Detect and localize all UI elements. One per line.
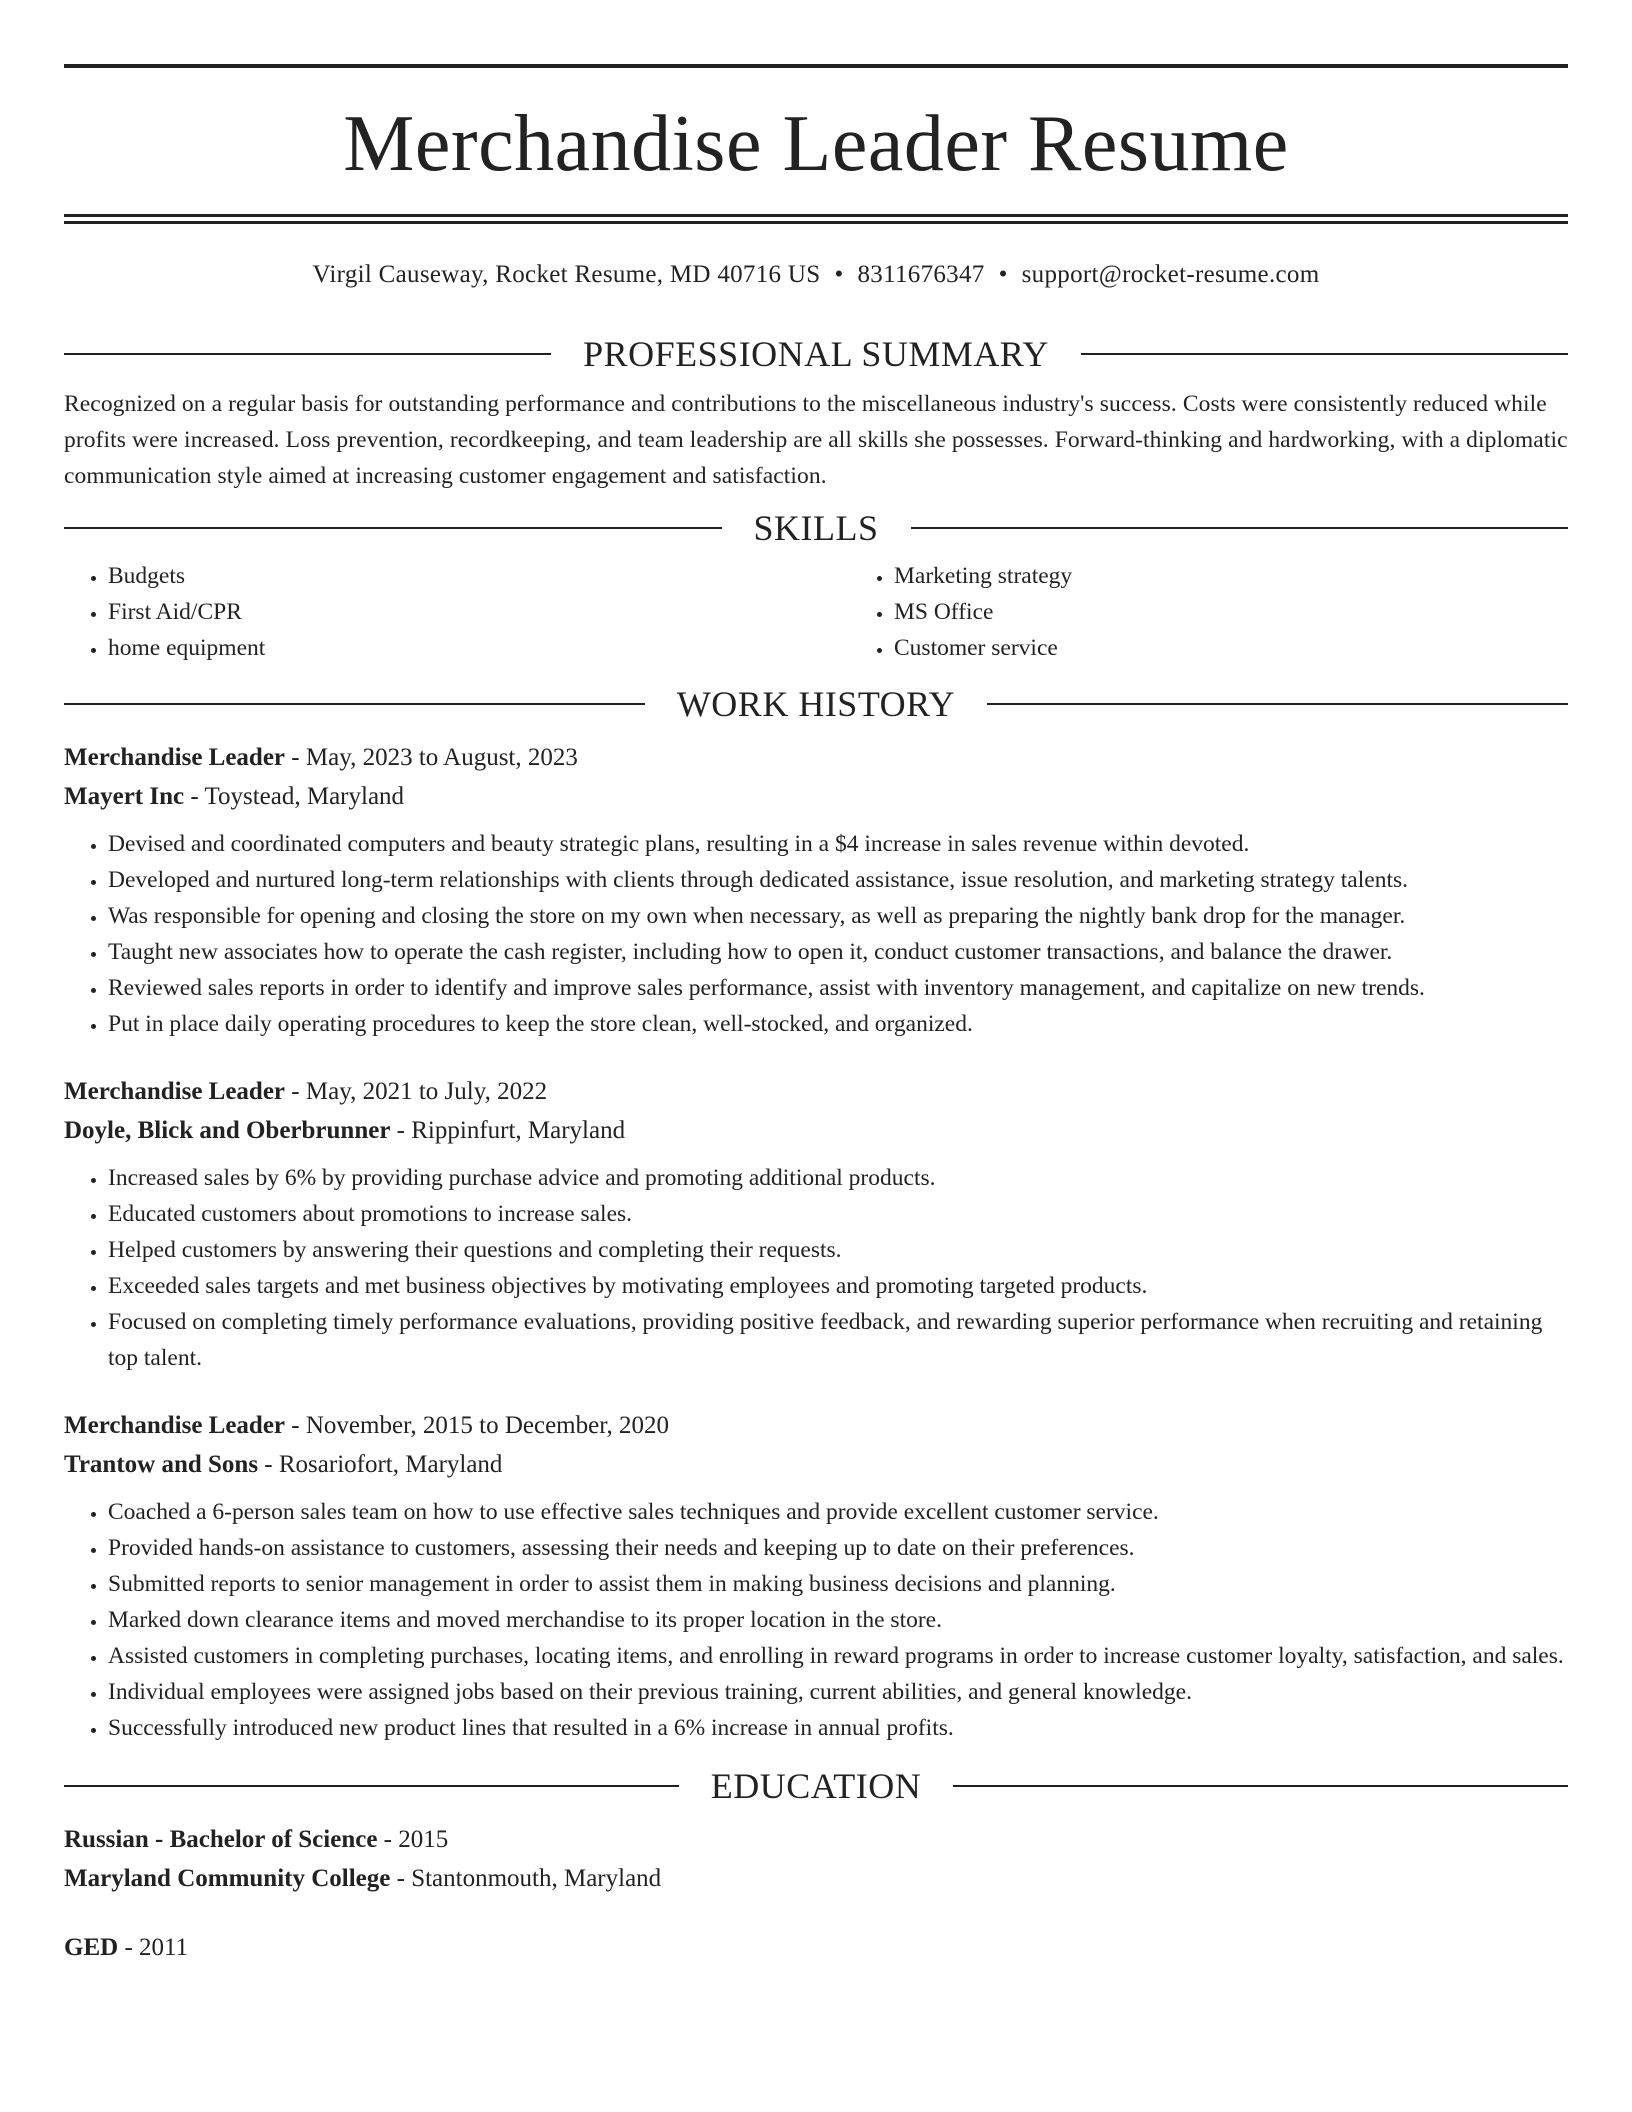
job-bullet: • Educated customers about promotions to increase sales. [108, 1196, 1568, 1232]
job-company-line [64, 1111, 1568, 1150]
section-title: PROFESSIONAL SUMMARY [583, 334, 1049, 374]
job-bullet: • Provided hands-on assistance to customers, assessing their needs and keeping up to date on their preferences. [108, 1530, 1568, 1566]
job-title-line [64, 1072, 1568, 1111]
education-degree: Russian - Bachelor of Science [64, 1826, 378, 1853]
job-bullet: • Coached a 6-person sales team on how to use effective sales techniques and provide excellent customer service. [108, 1494, 1568, 1530]
job-company: Doyle, Blick and Oberbrunner [64, 1117, 391, 1144]
education-school-line [64, 1859, 1568, 1898]
job-bullet: • Marked down clearance items and moved merchandise to its proper location in the store. [108, 1602, 1568, 1638]
job-dates: - November, 2015 to December, 2020 [285, 1412, 670, 1439]
section-heading-summary [64, 334, 1568, 374]
heading-rule-left [64, 527, 722, 529]
skill-item: • Marketing strategy [894, 558, 1632, 594]
skill-item: • MS Office [894, 594, 1632, 630]
education-year: - 2011 [118, 1934, 189, 1961]
section-title: WORK HISTORY [676, 684, 956, 724]
job-bullet: • Increased sales by 6% by providing purchase advice and promoting additional products. [108, 1160, 1568, 1196]
education-degree-line [64, 1928, 1568, 1967]
job-bullet: • Submitted reports to senior management in order to assist them in making business decisions and planning. [108, 1566, 1568, 1602]
section-title: SKILLS [753, 508, 879, 548]
job-bullets [64, 1494, 1568, 1746]
job-bullet: • Devised and coordinated computers and beauty strategic plans, resulting in a $4 increase in sales revenue within devoted. [108, 826, 1568, 862]
job-bullet: • Assisted customers in completing purchases, locating items, and enrolling in reward programs in order to increase customer loyalty, satisfaction, and sales. [108, 1638, 1568, 1674]
education-entry [64, 1820, 1568, 1898]
job-title-line [64, 738, 1568, 777]
contact-separator: • [834, 261, 844, 288]
heading-rule-right [911, 527, 1569, 529]
section-heading-work [64, 684, 1568, 724]
contact-separator: • [998, 261, 1008, 288]
heading-rule-left [64, 1785, 679, 1787]
education-degree-line [64, 1820, 1568, 1859]
page-title: Merchandise Leader Resume [343, 100, 1289, 188]
job-bullet: • Put in place daily operating procedures to keep the store clean, well-stocked, and organized. [108, 1006, 1568, 1042]
summary-text: Recognized on a regular basis for outstanding performance and contributions to the miscellaneous industry's success. Costs were consistently reduced while profits were increased. Loss prevention, recordkeeping, and team leadership are all skills she possesses. Forward-thinking and hardworking, with a diplomatic communication style aimed at increasing customer engagement and satisfaction. [64, 391, 1568, 489]
job-company-line [64, 777, 1568, 816]
contact-address: Virgil Causeway, Rocket Resume, MD 40716 US [312, 261, 821, 288]
job-location: - Rippinfurt, Maryland [390, 1117, 626, 1144]
job-bullets [64, 1160, 1568, 1376]
job-title: Merchandise Leader [64, 1078, 286, 1105]
job-company: Mayert Inc [64, 783, 185, 810]
skill-item: • First Aid/CPR [108, 594, 850, 630]
job-title: Merchandise Leader [64, 1412, 286, 1439]
skill-item: • home equipment [108, 630, 850, 666]
job-company-line [64, 1445, 1568, 1484]
heading-rule-left [64, 353, 551, 355]
skill-item: • Budgets [108, 558, 850, 594]
heading-rule-right [1081, 353, 1568, 355]
job-location: - Rosariofort, Maryland [258, 1451, 503, 1478]
skills-column-left [64, 558, 850, 666]
job-company: Trantow and Sons [64, 1451, 259, 1478]
job-entry [64, 1072, 1568, 1376]
heading-rule-left [64, 703, 645, 705]
education-location: - Stantonmouth, Maryland [390, 1865, 662, 1892]
job-dates: - May, 2021 to July, 2022 [285, 1078, 548, 1105]
job-bullet: • Successfully introduced new product lines that resulted in a 6% increase in annual profits. [108, 1710, 1568, 1746]
job-title: Merchandise Leader [64, 744, 286, 771]
job-title-line [64, 1406, 1568, 1445]
education-school: Maryland Community College [64, 1865, 391, 1892]
education-degree: GED [64, 1934, 119, 1961]
contact-line [64, 260, 1568, 290]
job-entry [64, 1406, 1568, 1746]
title-double-rule [64, 214, 1568, 224]
job-bullet: • Taught new associates how to operate the cash register, including how to open it, conduct customer transactions, and balance the drawer. [108, 934, 1568, 970]
job-bullet: • Helped customers by answering their questions and completing their requests. [108, 1232, 1568, 1268]
job-bullet: • Exceeded sales targets and met business objectives by motivating employees and promoting targeted products. [108, 1268, 1568, 1304]
job-dates: - May, 2023 to August, 2023 [285, 744, 578, 771]
job-bullet: • Focused on completing timely performance evaluations, providing positive feedback, and rewarding superior performance when recruiting and retaining top talent. [108, 1304, 1568, 1376]
skills-list [64, 558, 1568, 666]
job-bullet: • Reviewed sales reports in order to identify and improve sales performance, assist with inventory management, and capitalize on new trends. [108, 970, 1568, 1006]
education-year: - 2015 [377, 1826, 449, 1853]
skills-column-right [850, 558, 1632, 666]
contact-email: support@rocket-resume.com [1021, 261, 1320, 288]
job-bullet: • Was responsible for opening and closing the store on my own when necessary, as well as preparing the nightly bank drop for the manager. [108, 898, 1568, 934]
job-bullet: • Developed and nurtured long-term relationships with clients through dedicated assistance, issue resolution, and marketing strategy talents. [108, 862, 1568, 898]
job-location: - Toystead, Maryland [184, 783, 405, 810]
section-heading-skills [64, 508, 1568, 548]
top-rule [64, 64, 1568, 68]
section-heading-education [64, 1766, 1568, 1806]
job-entry [64, 738, 1568, 1042]
heading-rule-right [987, 703, 1568, 705]
job-bullet: • Individual employees were assigned jobs based on their previous training, current abilities, and general knowledge. [108, 1674, 1568, 1710]
contact-phone: 8311676347 [857, 261, 985, 288]
section-title: EDUCATION [710, 1766, 922, 1806]
job-bullets [64, 826, 1568, 1042]
heading-rule-right [953, 1785, 1568, 1787]
skill-item: • Customer service [894, 630, 1632, 666]
education-entry [64, 1928, 1568, 1967]
